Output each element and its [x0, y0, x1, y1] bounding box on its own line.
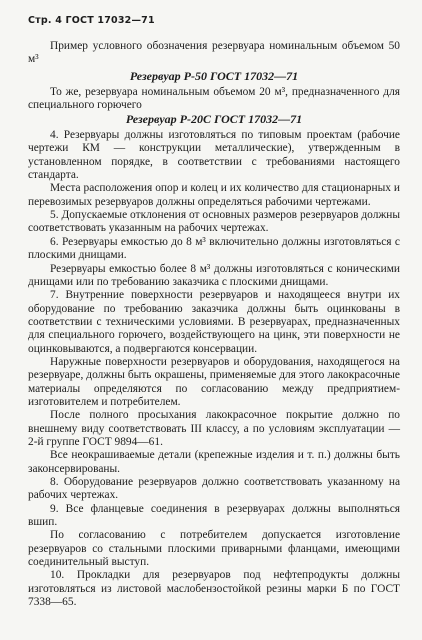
paragraph-clause-7-painting: Наружные поверхности резервуаров и оборудования, находящегося на резервуаре, должны быть окрашены, применяемые для этого лакокрасочные материалы определяются по согласованию между предприятием-изготовителем и потребителем.: [28, 355, 400, 408]
designation-example-1: Резервуар Р-50 ГОСТ 17032—71: [129, 68, 299, 83]
paragraph-clause-6: 6. Резервуары емкостью до 8 м³ включительно должны изготовляться с плоскими днищами.: [28, 235, 400, 262]
paragraph-example-2: То же, резервуара номинальным объемом 20 м³, предназначенного для специального горючего: [28, 86, 400, 112]
paragraph-clause-7: 7. Внутренние поверхности резервуаров и находящееся внутри их оборудование по требованию заказчика должны быть оцинкованы в соответствии с техническими условиями. В резервуарах, предназначенных для специального горючего, воздействующего на цинк, эти поверхности не оцинковываются, а подвергаются консервации.: [28, 289, 400, 355]
paragraph-clause-10: 10. Прокладки для резервуаров под нефтепродукты должны изготовляться из листовой маслобензостойкой резины марки Б по ГОСТ 7338—65.: [28, 569, 400, 609]
page-header: Стр. 4 ГОСТ 17032—71: [28, 15, 155, 26]
paragraph-example-intro: Пример условного обозначения резервуара номинальным объемом 50 м³: [28, 40, 400, 66]
paragraph-clause-7-preservation: Все неокрашиваемые детали (крепежные изделия и т. п.) должны быть законсервированы.: [28, 449, 400, 475]
paragraph-clause-4: 4. Резервуары должны изготовляться по типовым проектам (рабочие чертежи КМ — конструкции металлические), утвержденным в установленном порядке, в соответствии с требованиями настоящего стандарта.: [28, 129, 400, 182]
paragraph-clause-4-supports: Места расположения опор и колец и их количество для стационарных и перевозимых резервуаров должны определяться рабочими чертежами.: [28, 182, 400, 208]
paragraph-clause-5: 5. Допускаемые отклонения от основных размеров резервуаров должны соответствовать указанным на рабочих чертежах.: [28, 209, 400, 235]
paragraph-clause-9: 9. Все фланцевые соединения в резервуарах должны выполняться вшип.: [28, 502, 400, 529]
document-body: [28, 40, 400, 609]
paragraph-clause-8: 8. Оборудование резервуаров должно соответствовать указанному на рабочих чертежах.: [28, 476, 400, 502]
paragraph-clause-6-conical: Резервуары емкостью более 8 м³ должны изготовляться с коническими днищами или по требованию заказчика с плоскими днищами.: [28, 262, 400, 288]
paragraph-clause-7-coating: После полного просыхания лакокрасочное покрытие должно по внешнему виду соответствовать III классу, а по условиям эксплуатации — 2-й группе ГОСТ 9894—61.: [28, 409, 400, 448]
designation-example-2: Резервуар Р-20С ГОСТ 17032—71: [125, 111, 303, 126]
paragraph-clause-9-flanges: По согласованию с потребителем допускается изготовление резервуаров со стальными плоскими приварными фланцами, имеющими соединительный выступ.: [28, 529, 400, 569]
